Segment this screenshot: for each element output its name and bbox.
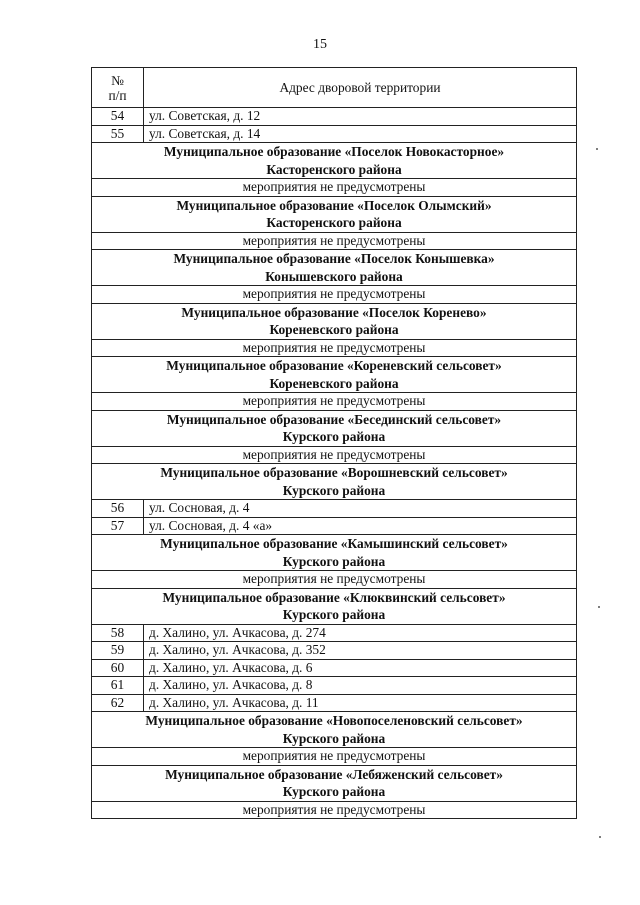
no-measures-text: мероприятия не предусмотрены [92, 339, 577, 357]
header-number-symbol: № [111, 72, 124, 88]
row-number: 60 [92, 659, 144, 677]
municipality-heading [92, 357, 577, 393]
row-address: ул. Советская, д. 12 [144, 108, 577, 126]
table-row [92, 517, 577, 535]
table-row [92, 500, 577, 518]
municipality-heading-row [92, 535, 577, 571]
scan-speck [599, 836, 601, 838]
no-measures-text: мероприятия не предусмотрены [92, 179, 577, 197]
district-name: Касторенского района [266, 161, 402, 177]
table-row [92, 108, 577, 126]
municipality-name: Муниципальное образование «Поселок Коренево» [181, 304, 487, 320]
table-header-row [92, 68, 577, 108]
municipality-name: Муниципальное образование «Новопоселеновский сельсовет» [145, 713, 523, 728]
municipality-name: Муниципальное образование «Клюквинский сельсовет» [162, 589, 506, 605]
district-name: Курского района [282, 429, 386, 444]
no-measures-row [92, 232, 577, 250]
district-name: Кореневского района [269, 375, 399, 391]
table-body [92, 108, 577, 819]
header-address: Адрес дворовой территории [144, 68, 577, 108]
no-measures-row [92, 179, 577, 197]
row-number: 54 [92, 108, 144, 126]
courtyard-address-table [91, 67, 577, 819]
row-number: 57 [92, 517, 144, 535]
row-address: д. Халино, ул. Ачкасова, д. 8 [144, 677, 577, 695]
municipality-heading-row [92, 464, 577, 500]
municipality-heading [92, 303, 577, 339]
row-address: ул. Советская, д. 14 [144, 125, 577, 143]
municipality-heading [92, 196, 577, 232]
row-number: 58 [92, 624, 144, 642]
municipality-heading [92, 765, 577, 801]
district-name: Касторенского района [266, 215, 402, 230]
municipality-name: Муниципальное образование «Поселок Конышевка» [173, 251, 495, 266]
no-measures-text: мероприятия не предусмотрены [92, 393, 577, 411]
district-name: Конышевского района [265, 268, 403, 284]
municipality-heading-row [92, 588, 577, 624]
scan-speck [596, 148, 598, 150]
municipality-heading-row [92, 712, 577, 748]
municipality-heading-row [92, 143, 577, 179]
row-number: 56 [92, 500, 144, 518]
row-address: ул. Сосновая, д. 4 «а» [144, 517, 577, 535]
district-name: Курского района [282, 482, 386, 498]
municipality-name: Муниципальное образование «Лебяженский сельсовет» [165, 766, 503, 782]
no-measures-row [92, 801, 577, 819]
scan-speck [598, 606, 600, 608]
no-measures-row [92, 393, 577, 411]
row-number: 61 [92, 677, 144, 695]
municipality-heading [92, 712, 577, 748]
no-measures-text: мероприятия не предусмотрены [92, 571, 577, 589]
row-address: д. Халино, ул. Ачкасова, д. 274 [144, 624, 577, 642]
row-number: 59 [92, 642, 144, 660]
municipality-heading-row [92, 765, 577, 801]
no-measures-text: мероприятия не предусмотрены [92, 446, 577, 464]
municipality-name: Муниципальное образование «Бесединский сельсовет» [166, 411, 502, 427]
district-name: Курского района [282, 784, 386, 799]
table-row [92, 125, 577, 143]
district-name: Курского района [282, 607, 386, 622]
table-row [92, 677, 577, 695]
no-measures-text: мероприятия не предусмотрены [92, 286, 577, 304]
district-name: Курского района [282, 730, 386, 746]
municipality-heading-row [92, 196, 577, 232]
row-address: ул. Сосновая, д. 4 [144, 500, 577, 518]
municipality-heading [92, 250, 577, 286]
municipality-heading-row [92, 250, 577, 286]
table-row [92, 642, 577, 660]
municipality-name: Муниципальное образование «Поселок Олымский» [176, 197, 492, 213]
municipality-heading [92, 588, 577, 624]
no-measures-text: мероприятия не предусмотрены [92, 232, 577, 250]
no-measures-row [92, 286, 577, 304]
no-measures-text: мероприятия не предусмотрены [92, 748, 577, 766]
row-address: д. Халино, ул. Ачкасова, д. 11 [144, 694, 577, 712]
municipality-heading-row [92, 410, 577, 446]
table-row [92, 624, 577, 642]
header-number-abbr: п/п [108, 87, 127, 103]
municipality-heading [92, 464, 577, 500]
row-address: д. Халино, ул. Ачкасова, д. 352 [144, 642, 577, 660]
municipality-name: Муниципальное образование «Кореневский сельсовет» [166, 358, 502, 373]
municipality-heading-row [92, 357, 577, 393]
municipality-heading [92, 143, 577, 179]
no-measures-row [92, 339, 577, 357]
no-measures-text: мероприятия не предусмотрены [92, 801, 577, 819]
municipality-heading-row [92, 303, 577, 339]
no-measures-row [92, 748, 577, 766]
row-number: 62 [92, 694, 144, 712]
district-name: Кореневского района [269, 322, 399, 337]
municipality-heading [92, 535, 577, 571]
table-row [92, 694, 577, 712]
table-row [92, 659, 577, 677]
no-measures-row [92, 446, 577, 464]
municipality-name: Муниципальное образование «Ворошневский сельсовет» [160, 465, 508, 480]
row-address: д. Халино, ул. Ачкасова, д. 6 [144, 659, 577, 677]
district-name: Курского района [282, 553, 386, 569]
municipality-name: Муниципальное образование «Камышинский сельсовет» [160, 536, 508, 551]
header-number [92, 68, 144, 108]
no-measures-row [92, 571, 577, 589]
municipality-heading [92, 410, 577, 446]
row-number: 55 [92, 125, 144, 143]
page-number: 15 [313, 37, 327, 52]
municipality-name: Муниципальное образование «Поселок Новокасторное» [163, 144, 505, 159]
